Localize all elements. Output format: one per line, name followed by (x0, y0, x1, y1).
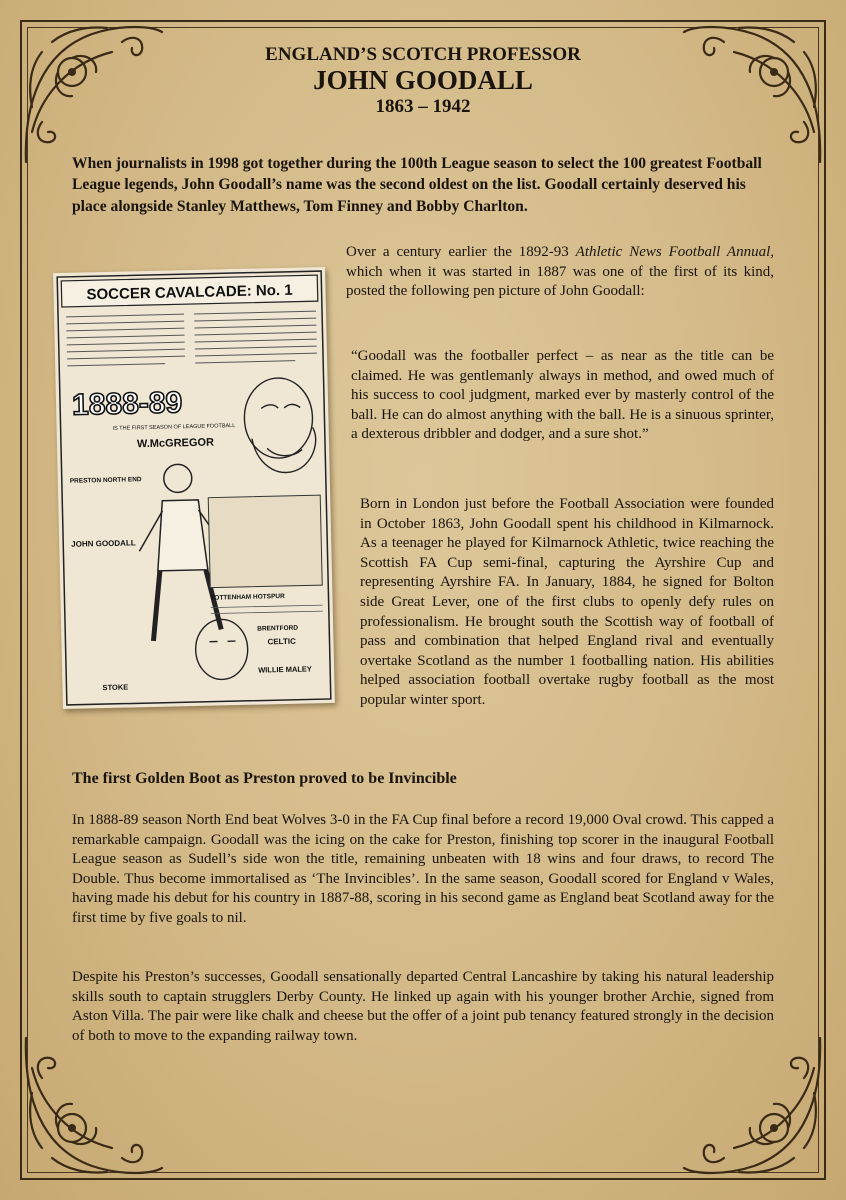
mcgregor-portrait (244, 377, 317, 473)
clipping-caption-mcgregor: W.McGREGOR (136, 436, 215, 451)
article-title: JOHN GOODALL (313, 65, 533, 95)
clipping-caption-preston: PRESTON NORTH END (69, 476, 142, 485)
article-header (0, 44, 846, 120)
ornament-corner-bottom-left (12, 1028, 172, 1188)
invincibles-paragraph: In 1888-89 season North End beat Wolves 3-0 in the FA Cup final before a record 19,000 Oval crowd. This capped a remarkable campaign. Goodall was the icing on the cake for Preston, finishing top scorer in the inaugural Football League season as Sudell’s side won the title, remaining unbeaten with 18 wins and four draws, to record The Double. Thus become immortalised as ‘The Invincibles’. In the same season, Goodall scored for England v Wales, having made his debut for his country in 1887-88, scoring in his second game as England beat Scotland away for the first time by five goals to nil. (72, 812, 774, 926)
soccer-cavalcade-clipping (53, 267, 335, 709)
clipping-caption-celtic: CELTIC (267, 636, 296, 647)
clipping-banner: SOCCER CAVALCADE: No. 1 (86, 281, 293, 304)
clipping-caption-tottenham: TOTTENHAM HOTSPUR (210, 592, 285, 602)
crowd-panel (208, 495, 322, 588)
clipping-caption-stoke: STOKE (102, 682, 129, 693)
pen-picture-quote: “Goodall was the footballer perfect – as near as the title can be claimed. He was gentlemanly always in method, and owed much of his success to cool judgment, marked ever by masterly control of the ball. He can do almost anything with the ball. He is a sinuous sprinter, a dexterous dribbler and dodger, and a sure shot.” (351, 348, 774, 443)
derby-paragraph: Despite his Preston’s successes, Goodall sensationally departed Central Lancashire by taking his natural leadership skills south to captain strugglers Derby County. He linked up again with his younger brother Archie, signed from Aston Villa. The pair were like chalk and cheese but the offer of a joint pub tenancy featured strongly in the decision of both to move to the expanding railway town. (72, 969, 774, 1044)
clipping-caption-brentford: BRENTFORD (257, 624, 299, 633)
clipping-caption-goodall: JOHN GOODALL (71, 538, 136, 549)
footballer-figure (137, 463, 221, 641)
intro-paragraph: When journalists in 1998 got together during the 100th League season to select the 100 greatest Football League legends, John Goodall’s name was the second oldest on the list. Goodall certainly deserved his place alongside Stanley Matthews, Tom Finney and Bobby Charlton. (72, 154, 762, 215)
article-dates: 1863 – 1942 (375, 96, 471, 117)
annual-intro-lead: Over a century earlier the 1892-93 (346, 244, 576, 260)
clipping-text-lines (66, 311, 317, 366)
annual-intro-rest: which when it was started in 1887 was one of the first of its kind, posted the following pen picture of John Goodall: (346, 263, 774, 300)
biography-paragraph: Born in London just before the Football Association were founded in October 1863, John Goodall spent his childhood in Kilmarnock. As a teenager he played for Kilmarnock Athletic, twice reaching the Scottish FA Cup semi-final, capturing the Ayrshire Cup and representing Ayrshire FA. In January, 1884, he signed for Bolton side Great Lever, one of the first clubs to openly defy rules on professionalism. He brought south the Scottish way of football of pass and combination that helped England rival and eventually overtake Scotland as the number 1 footballing nation. His abilities helped association football overtake rugby football as the most popular winter sport. (360, 496, 774, 708)
annual-intro-paragraph (346, 243, 774, 302)
ornament-corner-bottom-right (674, 1028, 834, 1188)
annual-title: Athletic News Football Annual, (575, 244, 774, 260)
article-kicker: ENGLAND’S SCOTCH PROFESSOR (265, 44, 581, 65)
clipping-caption-league: IS THE FIRST SEASON OF LEAGUE FOOTBALL (112, 423, 236, 432)
clipping-caption-maley: WILLIE MALEY (258, 664, 312, 675)
section-heading: The first Golden Boot as Preston proved to be Invincible (72, 770, 457, 787)
clipping-year: 1888-89 (71, 386, 183, 422)
clipping-illustration (53, 267, 335, 709)
